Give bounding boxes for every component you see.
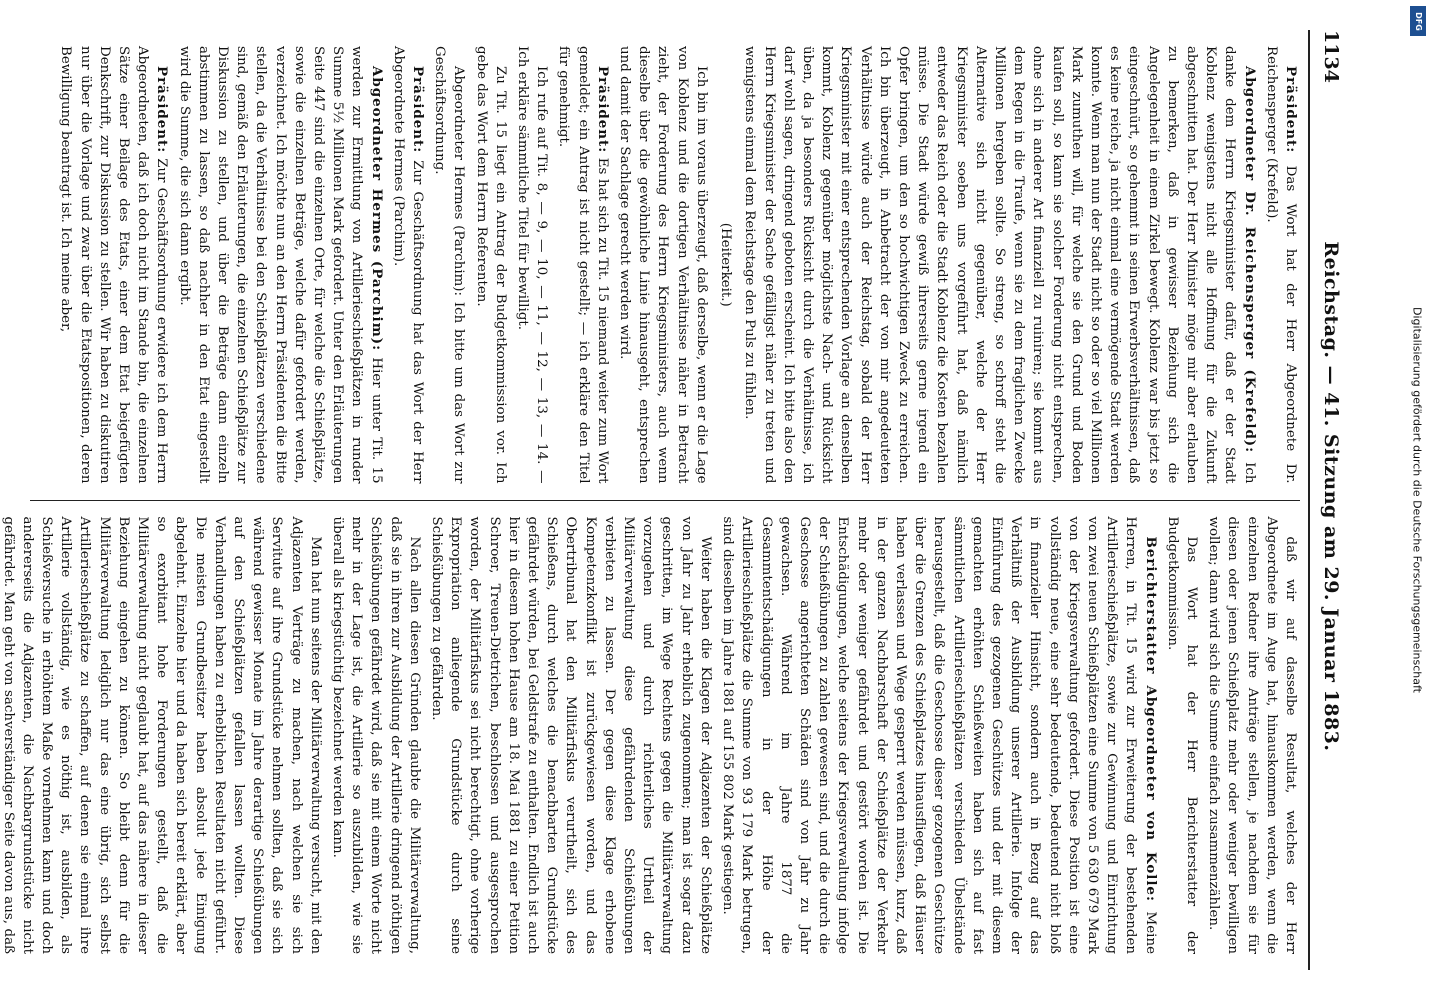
paragraph <box>427 517 715 955</box>
paragraph-text: Abgeordneter Hermes (Parchim): Ich bitte um das Wort zur Geschäftsordnung. <box>432 46 467 484</box>
paragraph <box>718 517 1160 955</box>
speaker-name: Präsident: <box>410 66 427 154</box>
paragraph <box>513 46 551 484</box>
digitization-note-text: Digitalisierung gefördert durch die Deutsche Forschungsgemeinschaft <box>1410 307 1424 693</box>
paragraph <box>471 46 509 484</box>
paragraph-text: Zu Tit. 15 liegt ein Antrag der Budgetkommission vor. Ich gebe das Wort dem Herrn Referenten. <box>473 46 508 484</box>
paragraph <box>0 517 325 955</box>
paragraph-text: Hier unter Tit. 15 werden zur Ermittlung von Artillerieschießplätzen in runder Summe 5½ Millionen Mark gefordert. Unter den Erläuterungen Seite 447 sind die einzelnen Orte, für welche die Schießplätze, sowie die einzelnen Beträge, welche dafür gefordert werden, verzeichnet. Ich möchte nun an den Herrn Präsidenten die Bitte stellen, da die Verhältnisse bei den Schießplätzen verschiedene sind, gemäß den Erläuterungen, die einzelnen Schießplätze zur Diskussion zu stellen, und über die Beträge dann einzeln abstimmen zu lassen, so daß nachher in den Etat eingestellt wird die Summe, die sich dann ergibt. <box>176 46 384 484</box>
paragraph <box>615 46 711 484</box>
speaker-name: Abgeordneter Dr. Reichensperger (Krefeld): <box>1241 66 1258 454</box>
speaker-name: Präsident: <box>154 66 171 154</box>
page-title: Reichstag. — 41. Sitzung am 29. Januar 1883. <box>1320 241 1342 752</box>
right-column <box>0 501 1300 971</box>
paragraph <box>1204 517 1300 955</box>
paragraph-text: Meine Herren, in Tit. 15 wird zur Erweiterung der bestehenden Artillerieschießplätze, sowie zur Gewinnung und Einrichtung von zwei neuen Schießplätzen eine Summe von 5 630 679 Mark von der Kriegsverwaltung gefordert. Diese Position ist eine vollständig neue, eine sehr bedeutende, bedeutend nicht bloß in finanzieller Hinsicht, sondern auch in Bezug auf das Verhältniß der Ausbildung unserer Artillerie. Infolge der Einführung des gezogenen Geschützes und der mit diesem gemachten erhöhten Schießweiten haben sich auf fast sämmtlichen Artillerieschießplätzen verschieden Übelstände herausgestellt, daß die Geschosse dieser gezogenen Geschütze über die Grenzen des Schießplatzes hinausfliegen, daß Häuser haben verlassen und Wege gesperrt werden müssen, kurz, daß in der ganzen Nachbarschaft der Schießplätze der Verkehr mehr oder weniger gefährdet und gestört worden ist. Die Entschädigungen, welche seitens der Kriegsverwaltung infolge der Schießübungen zu zahlen gewesen sind, und die durch die Geschosse angerichteten Schäden sind von Jahr zu Jahr gewachsen. Während im Jahre 1877 die Gesammtentschädigungen in der Höhe der Artillerieschießplätze die Summe von 93 179 Mark betrugen, sind dieselben im Jahre 1881 auf 155 802 Mark gestiegen. <box>720 516 1158 954</box>
page-header <box>1308 30 1352 970</box>
paragraph-text: Das Wort hat der Herr Berichterstatter der Budgetkommission. <box>1164 516 1199 954</box>
dfg-logo-text: DFG <box>1413 11 1423 31</box>
paragraph <box>328 517 424 955</box>
paragraph-text: Ich rufe auf Tit. 8, — 9, — 10, — 11, — 12, — 13, — 14. — Ich erkläre sämmtliche Titel für bewilligt. <box>515 46 550 484</box>
dfg-logo <box>1410 6 1426 36</box>
paragraph-text: Nach allen diesen Gründen glaubte die Militärverwaltung, daß sie in ihren zur Ausbildung der Artillerie dringend nöthigen Schießübungen gefährdet wird, daß sie mit einem Worte nicht mehr in der Lage ist, die Artillerie so auszubilden, wie sie überall als kriegstüchtig bezeichnet werden kann. <box>330 516 422 954</box>
paragraph <box>740 46 1258 484</box>
speaker-name: Abgeordneter Hermes (Parchim): <box>368 66 385 352</box>
paragraph <box>56 46 171 484</box>
speaker-name: Präsident: <box>594 66 611 154</box>
speaker-name: Präsident: <box>1283 66 1299 154</box>
speaker-name: Berichterstatter Abgeordneter von Kolle: <box>1142 536 1159 902</box>
page-number: 1134 <box>1320 30 1342 83</box>
paragraph <box>174 46 385 484</box>
paragraph-text: Ich danke dem Herrn Kriegsminister dafür, daß er der Stadt Koblenz wenigstens nicht alle Hoffnung für die Zukunft abgeschnitten hat. Der Herr Minister möge mir aber erlauben zu bemerken, daß in gewisser Beziehung sich die Angelegenheit in einem Zirkel bewegt. Koblenz war bis jetzt so eingeschnürt, so gehemmt in seinen Erwerbsverhältnissen, daß es keine reiche, ja nicht einmal eine vermögende Stadt werden konnte. Wenn man nun der Stadt nicht so oder so viel Millionen Mark zumuthen will, für welche sie den Grund und Boden kaufen soll, so kann sie solcher Forderung nicht entsprechen, ohne sich in anderer Art finanziell zu ruiniren; sie kommt aus dem Regen in die Traufe, wenn sie zu dem fraglichen Zwecke Millionen hergeben sollte. So streng, so schroff steht die Alternative sich nicht gegenüber, welche der Herr Kriegsminister soeben uns vorgeführt hat, daß nämlich entweder das Reich oder die Stadt Koblenz die Kosten bezahlen müsse. Die Stadt würde gewiß ihrerseits gerne irgend ein Opfer bringen, um den so hochwichtigen Zweck zu erreichen. Ich bin überzeugt, in Anbetracht der von mir angedeuteten Verhältnisse würde auch der Reichstag, sobald der Herr Kriegsminister mit einer entsprechenden Vorlage an denselben kommt, Koblenz gegenüber möglichste Nach- und Rücksicht üben, da ja besonders Rücksicht durch die Verhältnisse, ich darf wohl sagen, dringend geboten erscheint. Ich bitte also den Herrn Kriegsminister der Sache gefälligst näher zu treten und wenigstens einmal dem Reichstage den Puls zu fühlen. <box>742 46 1257 484</box>
paragraph-text: Es hat sich zu Tit. 15 niemand weiter zum Wort gemeldet; ein Antrag ist nicht gestellt; — ich erkläre den Titel für genehmigt. <box>556 46 610 484</box>
paragraph-text: Zur Geschäftsordnung hat das Wort der Herr Abgeordnete Hermes (Parchim). <box>390 46 426 484</box>
text-columns <box>0 30 1300 970</box>
paragraph <box>430 46 468 484</box>
paragraph <box>389 46 427 484</box>
paragraph <box>554 46 612 484</box>
paragraph <box>1262 46 1300 484</box>
paragraph-text: daß wir auf dasselbe Resultat, welches der Herr Abgeordnete im Auge hat, hinauskommen werden, wenn die einzelnen Redner ihre Anträge stellen, je nachdem sie für diesen oder jenen Schießplatz mehr oder weniger bewilligen wollen; dann wird sich die Summe einfach zusammenzählen. <box>1206 516 1298 954</box>
paragraph-text: Zur Geschäftsordnung erwidere ich dem Herrn Abgeordneten, daß ich doch nicht im Stande bin, die einzelnen Sätze einer Beilage des Etats, einer dem Etat beigefügten Denkschrift, zur Diskussion zu stellen. Wir haben zu diskutiren nur über die Vorlage und zwar über die Etatspositionen, deren Bewilligung beantragt ist. Ich meine aber, <box>58 46 170 484</box>
digitization-note <box>1402 0 1432 1000</box>
paragraph-text: Man hat nun seitens der Militärverwaltung versucht, mit den Adjazenten Verträge zu machen, nach welchen sie sich Servitute auf ihre Grundstücke nehmen sollten, daß sie sich während gewisser Monate im Jahre derartige Schießübungen auf den Schießplätzen gefallen lassen wollten. Diese Verhandlungen haben zu erheblichen Resultaten nicht geführt. Die meisten Grundbesitzer haben absolut jede Einigung abgelehnt. Einzelne hier und da haben sich bereit erklärt, aber so exorbitant hohe Forderungen gestellt, daß die Militärverwaltung nicht geglaubt hat, auf das nähere in dieser Beziehung eingehen zu können. So bleibt denn für die Militärverwaltung lediglich nur das eine übrig, sich selbst Artillerieschießplätze zu schaffen, auf denen sie einmal ihre Artillerie vollständig, wie es nöthig ist, ausbilden, als Schießversuche in erhöhtem Maße vornehmen kann und doch andererseits die Adjazenten, die Nachbargrundstücke nicht gefährdet. Man geht von sachverständiger Seite davon aus, daß <box>0 516 323 954</box>
left-column <box>30 30 1300 501</box>
stage-direction: (Heiterkeit.) <box>718 222 734 307</box>
paragraph-text: Weiter haben die Klagen der Adjazenten der Schießplätze von Jahr zu Jahr erheblich zugenommen; man ist sogar dazu geschritten, im Wege Rechtens gegen die Militärverwaltung vorzugehen und durch richterliches Urtheil der Militärverwaltung diese gefährdenden Schießübungen verbieten zu lassen. Der gegen diese Klage erhobene Kompetenzkonflikt ist zurückgewiesen worden, und das Obertribunal hat den Militärfiskus verurtheilt, sich des Schießens, durch welches die benachbarten Grundstücke gefährdet würden, bei Geldstrafe zu enthalten. Endlich ist auch hier in diesem hohen Hause am 18. Mai 1881 zu einer Petition Schroer, Treuen-Dietrichen, beschlossen und ausgesprochen worden, der Militärfiskus sei nicht berechtigt, ohne vorherige Expropriation anliegende Grundstücke durch seine Schießübungen zu gefährden. <box>429 516 713 954</box>
paragraph-text: Das Wort hat der Herr Abgeordnete Dr. Reichensperger (Krefeld). <box>1263 46 1298 484</box>
paragraph-text: Ich bin im voraus überzeugt, daß derselbe, wenn er die Lage von Koblenz und die dortigen Verhältnisse näher in Betracht zieht, der Forderung des Herrn Kriegsministers, auch wenn dieselbe über die gewöhnliche Linie hinausgeht, entsprechen und damit der Sachlage gerecht werden wird. <box>617 46 709 484</box>
paragraph <box>1163 517 1201 955</box>
